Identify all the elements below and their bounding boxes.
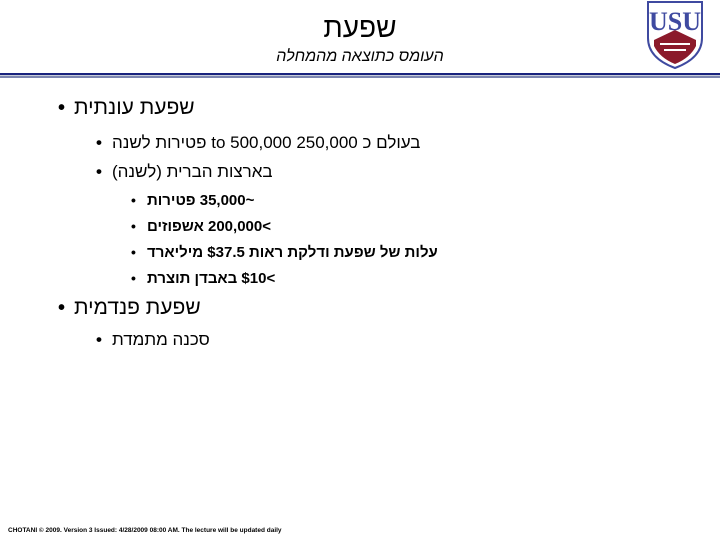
bullet-text: סכנה מתמדת: [112, 330, 210, 349]
bullet-text: >200,000 אשפוזים: [147, 217, 271, 235]
bullet-marker: •: [96, 162, 102, 181]
bullet-item-level-1: [40, 96, 690, 120]
bullet-text: שפעת עונתית: [74, 96, 195, 119]
title-divider: [0, 73, 720, 78]
bullet-item-level-2: [40, 131, 690, 155]
bullet-item-level-1: [40, 296, 690, 320]
bullet-item-level-2: [40, 328, 690, 352]
logo-letters: USU: [648, 7, 702, 36]
bullet-item-level-2: [40, 160, 690, 184]
slide-title: שפעת: [323, 12, 397, 43]
usu-logo: [640, 0, 710, 70]
bullet-text: ~35,000 פטירות: [147, 191, 255, 209]
bullet-text: עלות של שפעת ודלקת ראות $37.5 מיליארד: [147, 243, 438, 261]
bullet-item-level-3: [40, 188, 690, 212]
bullet-marker: •: [96, 330, 102, 349]
bullet-marker: •: [131, 218, 136, 234]
bullet-text: בעולם כ 250,000 to 500,000 פטירות לשנה: [112, 133, 421, 152]
bullet-text: >$10 באבדן תוצרת: [147, 269, 276, 287]
bullet-marker: •: [131, 270, 136, 286]
footer-text: CHOTANI © 2009. Version 3 Issued: 4/28/2009 08:00 AM. The lecture will be updated daily: [8, 527, 282, 534]
bullet-item-level-3: [40, 214, 690, 238]
bullet-marker: •: [58, 96, 66, 119]
bullet-marker: •: [96, 133, 102, 152]
bullet-item-level-3: [40, 266, 690, 290]
bullet-marker: •: [131, 192, 136, 208]
slide-subtitle: העומס כתוצאה מהמחלה: [276, 48, 444, 65]
bullet-marker: •: [58, 296, 66, 319]
bullet-text: בארצות הברית (לשנה): [112, 162, 273, 181]
bullet-marker: •: [131, 244, 136, 260]
bullet-text: שפעת פנדמית: [74, 296, 201, 319]
bullet-item-level-3: [40, 240, 690, 264]
